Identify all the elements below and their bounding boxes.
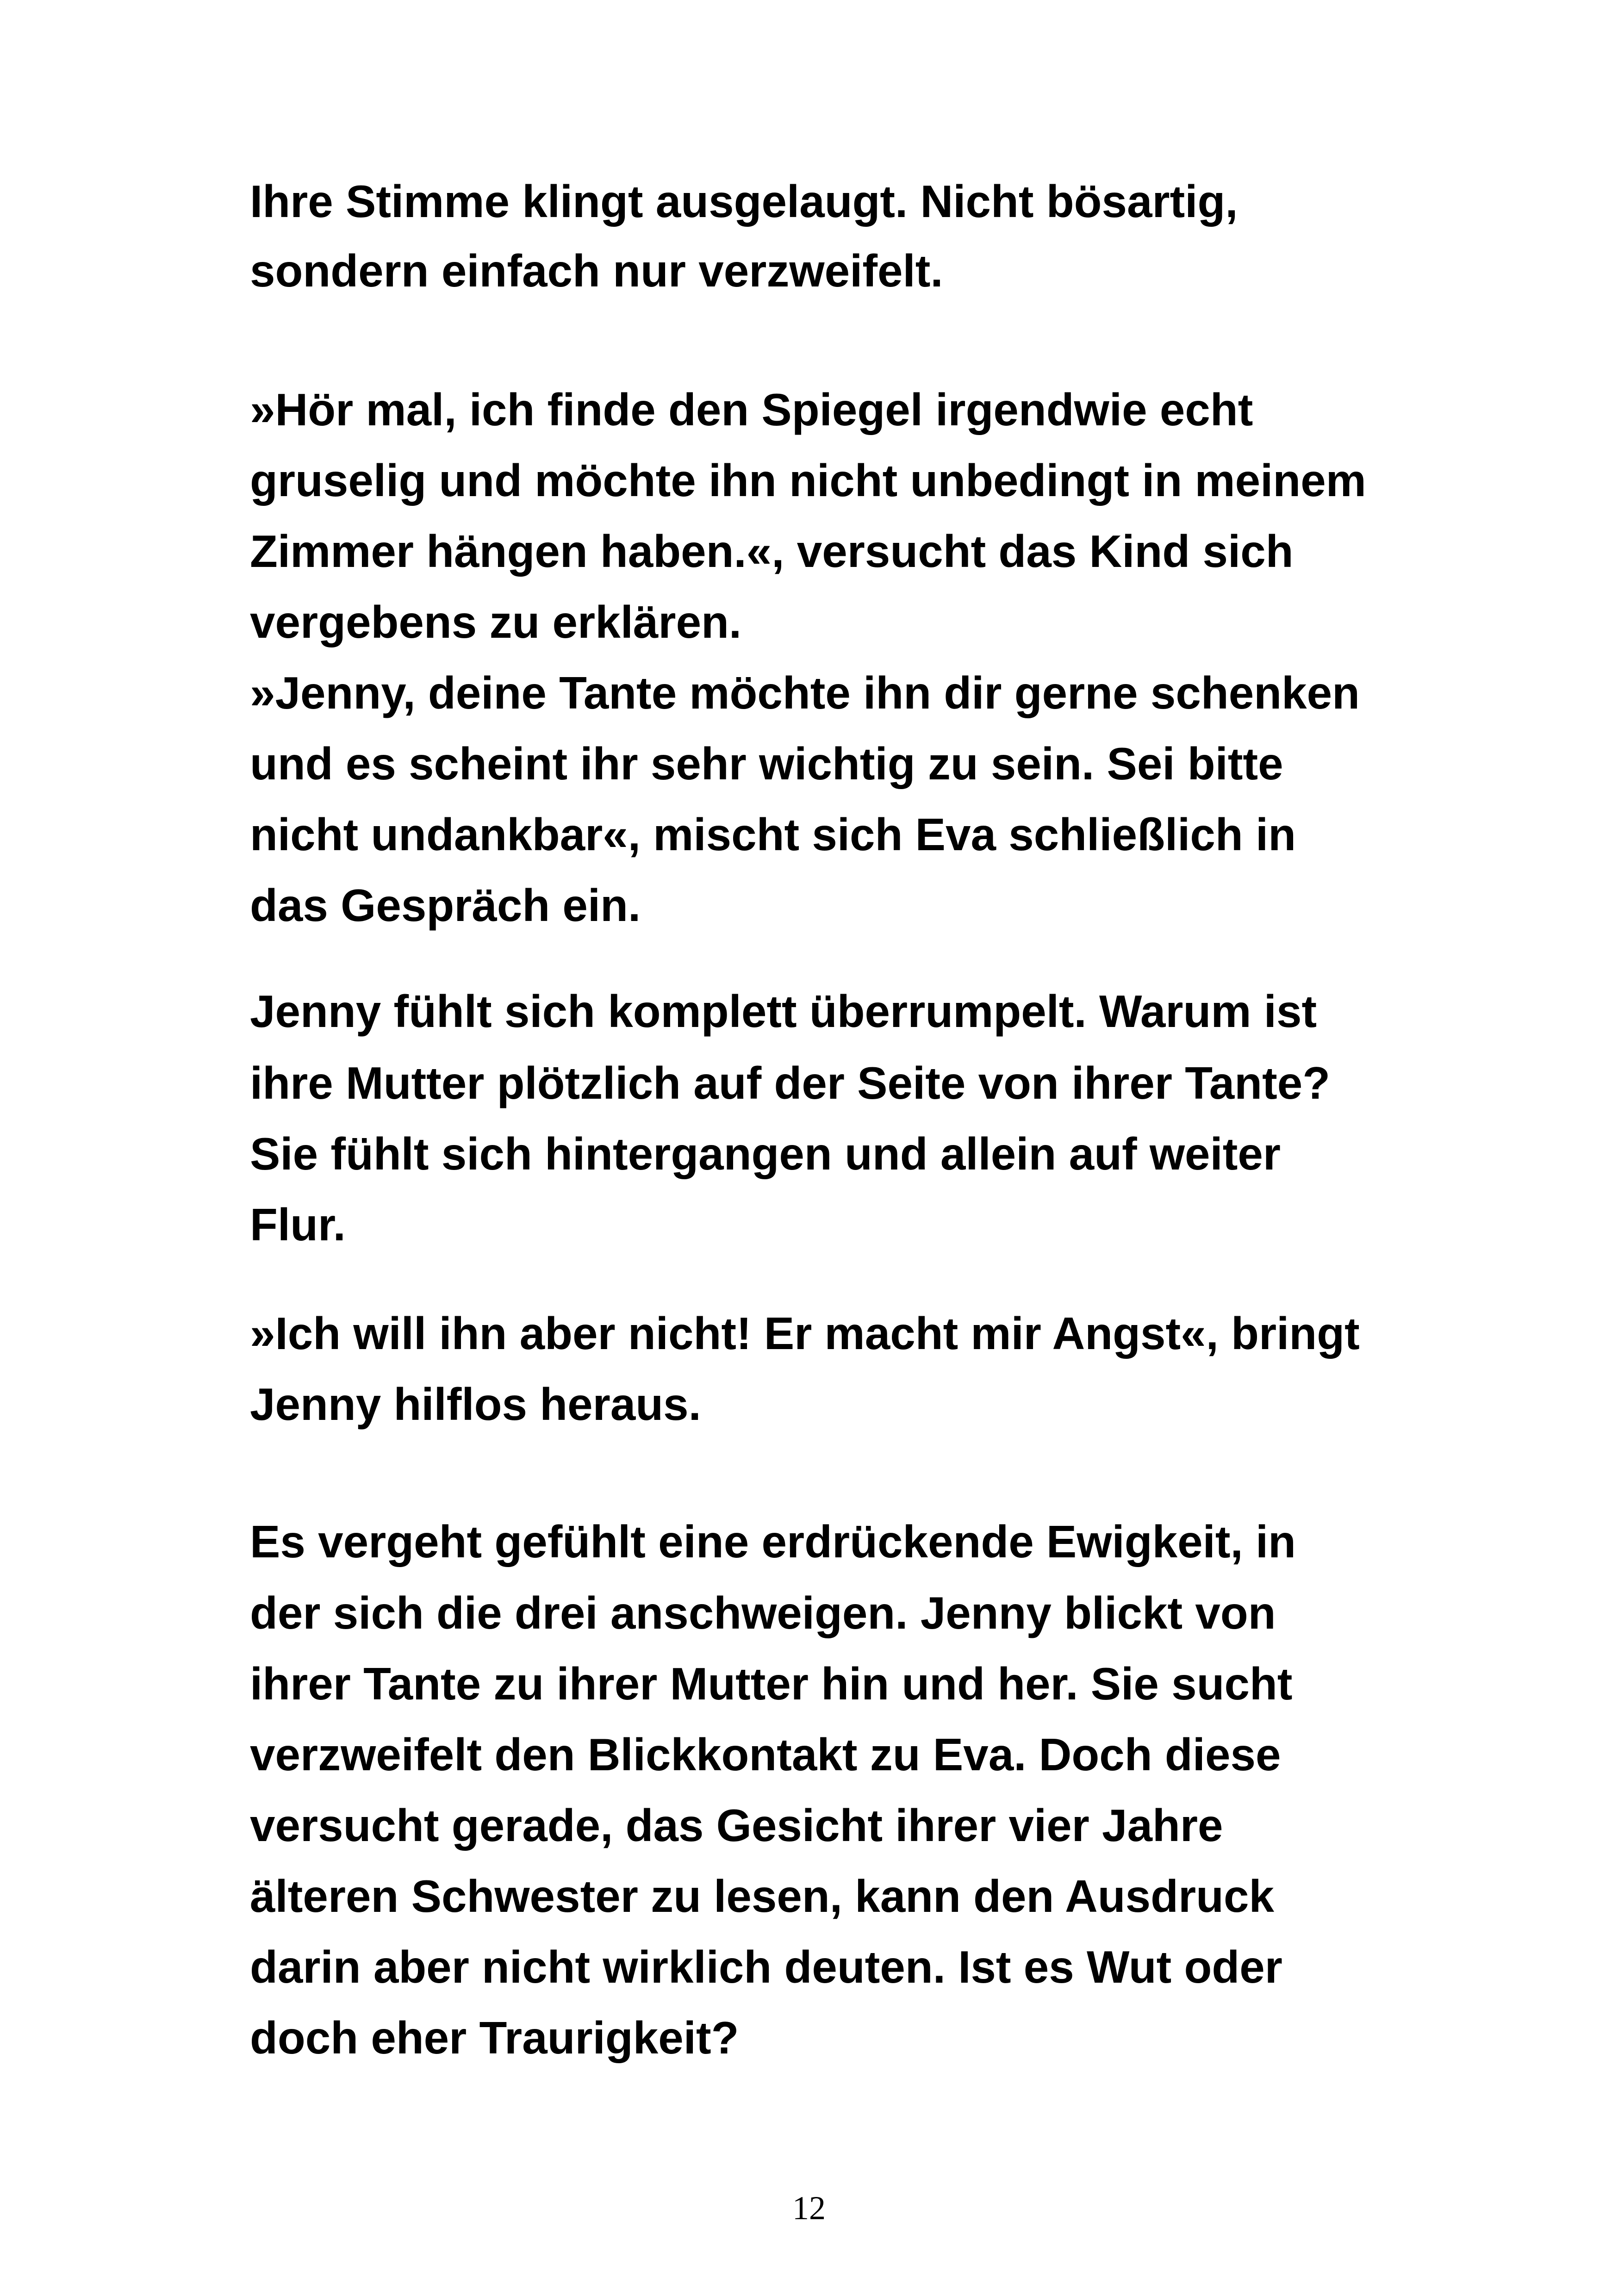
text-line: darin aber nicht wirklich deuten. Ist es Wut oder xyxy=(250,1941,1282,1992)
text-line: Jenny fühlt sich komplett überrumpelt. Warum ist xyxy=(250,986,1317,1037)
text-line: Es vergeht gefühlt eine erdrückende Ewigkeit, in xyxy=(250,1516,1296,1567)
text-line: Jenny hilflos heraus. xyxy=(250,1379,701,1430)
text-line: nicht undankbar«, mischt sich Eva schließlich in xyxy=(250,809,1296,860)
text-line: Flur. xyxy=(250,1199,346,1250)
text-line: »Ich will ihn aber nicht! Er macht mir Angst«, bringt xyxy=(250,1308,1360,1359)
text-line: vergebens zu erklären. xyxy=(250,597,742,647)
text-line: gruselig und möchte ihn nicht unbedingt in meinem xyxy=(250,455,1366,506)
text-line: das Gespräch ein. xyxy=(250,880,641,931)
text-line: doch eher Traurigkeit? xyxy=(250,2012,739,2063)
text-line: ihre Mutter plötzlich auf der Seite von ihrer Tante? xyxy=(250,1058,1331,1108)
text-line: ihrer Tante zu ihrer Mutter hin und her. Sie sucht xyxy=(250,1658,1293,1709)
text-line: Sie fühlt sich hintergangen und allein auf weiter xyxy=(250,1128,1281,1179)
text-line: älteren Schwester zu lesen, kann den Ausdruck xyxy=(250,1871,1274,1922)
text-line: und es scheint ihr sehr wichtig zu sein. Sei bitte xyxy=(250,738,1283,789)
text-line: sondern einfach nur verzweifelt. xyxy=(250,245,943,296)
text-line: »Hör mal, ich finde den Spiegel irgendwie echt xyxy=(250,384,1253,435)
text-line: der sich die drei anschweigen. Jenny blickt von xyxy=(250,1587,1276,1638)
text-line: »Jenny, deine Tante möchte ihn dir gerne schenken xyxy=(250,667,1360,718)
page-number: 12 xyxy=(792,2190,826,2227)
text-line: versucht gerade, das Gesicht ihrer vier Jahre xyxy=(250,1800,1223,1851)
text-line: Ihre Stimme klingt ausgelaugt. Nicht bösartig, xyxy=(250,176,1238,227)
text-line: verzweifelt den Blickkontakt zu Eva. Doch diese xyxy=(250,1729,1281,1780)
text-line: Zimmer hängen haben.«, versucht das Kind sich xyxy=(250,526,1294,577)
